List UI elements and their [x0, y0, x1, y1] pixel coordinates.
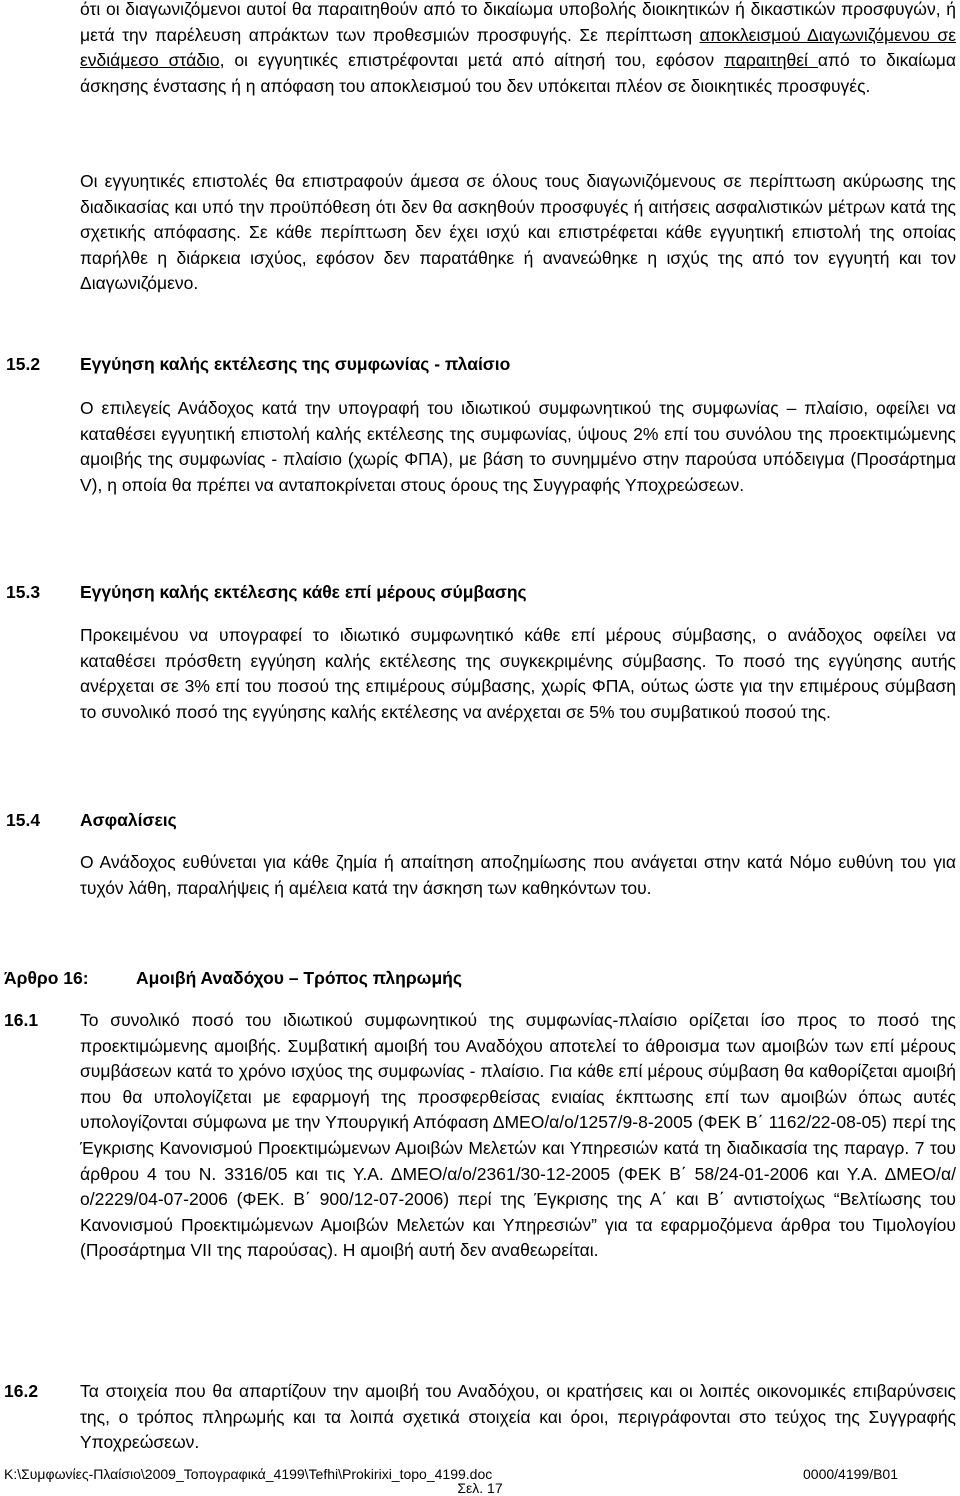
section-body: Ο επιλεγείς Ανάδοχος κατά την υπογραφή του ιδιωτικού συμφωνητικού της συμφωνίας – πλαίσιο, οφείλει να καταθέσει εγγυητική επιστολή καλής εκτέλεσης της συμφωνίας, ύψους 2% επί του συνόλου της προεκτιμώμενης αμοιβής της συμφωνίας - πλαίσιο (χωρίς ΦΠΑ), με βάση το συνημμένο στην παρούσα υπόδειγμα (Προσάρτημα V), η οποία θα πρέπει να ανταποκρίνεται στους όρους της Συγγραφής Υποχρεώσεων.	[80, 398, 956, 495]
section-body: Ο Ανάδοχος ευθύνεται για κάθε ζημία ή απαίτηση αποζημίωσης που ανάγεται στην κατά Νόμο ευθύνη του για τυχόν λάθη, παραλήψεις ή αμέλεια κατά την άσκηση των καθηκόντων του.	[80, 852, 956, 898]
paragraph-text: , οι εγγυητικές επιστρέφονται μετά από αίτησή του, εφόσον	[219, 50, 724, 71]
paragraph-guarantee-return: Οι εγγυητικές επιστολές θα επιστραφούν άμεσα σε όλους τους διαγωνιζόμενους σε περίπτωση ακύρωσης της διαδικασίας και υπό την προϋπόθεση ότι δεν θα ασκηθούν προσφυγές ή αιτήσεις ασφαλιστικών μέτρων κατά της σχετικής απόφασης. Σε κάθε περίπτωση δεν έχει ισχύ και επιστρέφεται κάθε εγγυητική επιστολή της οποίας παρήλθε η διάρκεια ισχύος, εφόσον δεν παρατάθηκε ή ανανεώθηκε η ισχύς της από τον εγγυητή και τον Διαγωνιζόμενο.	[80, 171, 956, 294]
section-body: Τα στοιχεία που θα απαρτίζουν την αμοιβή του Αναδόχου, οι κρατήσεις και οι λοιπές οικονομικές επιβαρύνσεις της, ο τρόπος πληρωμής και τα λοιπά σχετικά στοιχεία και όροι, περιγράφονται στο τεύχος της Συγγραφής Υποχρεώσεων.	[80, 1381, 956, 1453]
section-body: Προκειμένου να υπογραφεί το ιδιωτικό συμφωνητικό κάθε επί μέρους σύμβασης, ο ανάδοχος οφείλει να καταθέσει πρόσθετη εγγύηση καλής εκτέλεσης της συγκεκριμένης σύμβασης. Το ποσό της εγγύησης αυτής ανέρχεται σε 3% επί του ποσού της επιμέρους σύμβασης, χωρίς ΦΠΑ, ούτως ώστε για την επιμέρους σύμβαση το συνολικό ποσό της εγγύησης καλής εκτέλεσης να ανέρχεται σε 5% του συμβατικού ποσού της.	[80, 625, 956, 722]
footer-document-code: 0000/4199/B01	[803, 1466, 898, 1482]
article-title: Αμοιβή Αναδόχου – Τρόπος πληρωμής	[136, 968, 462, 988]
section-title: Εγγύηση καλής εκτέλεσης κάθε επί μέρους σύμβασης	[80, 582, 527, 602]
underlined-text: παραιτηθεί	[723, 50, 818, 71]
paragraph-text: από το δικαίωμα άσκησης ένστασης ή η απόφαση του αποκλεισμού του δεν υπόκειται πλέον σε διοικητικές προσφυγές.	[80, 50, 956, 96]
footer-page-number: Σελ. 17	[457, 1480, 503, 1496]
section-number: 15.3	[6, 582, 41, 602]
section-title: Εγγύηση καλής εκτέλεσης της συμφωνίας - πλαίσιο	[80, 354, 511, 374]
section-number: 15.2	[6, 354, 41, 374]
section-title: Ασφαλίσεις	[80, 810, 177, 830]
underlined-text: αποκλεισμού Διαγωνιζόμενου σε ενδιάμεσο στάδιο	[80, 24, 957, 71]
paragraph-exclusion	[80, 0, 956, 99]
paragraph-text: ότι οι διαγωνιζόμενοι αυτοί θα παραιτηθούν από το δικαίωμα υποβολής διοικητικών ή δικαστικών προσφυγών, ή μετά την παρέλευση απράκτων των προθεσμιών προσφυγής. Σε περίπτωση	[80, 0, 956, 45]
section-number: 16.1	[4, 1010, 39, 1030]
article-label: Άρθρο 16:	[4, 968, 89, 988]
footer-file-path: K:\Συμφωνίες-Πλαίσιο\2009_Τοπογραφικά_4199\Tefhi\Prokirixi_topo_4199.doc	[4, 1466, 493, 1482]
section-body: Το συνολικό ποσό του ιδιωτικού συμφωνητικού της συμφωνίας-πλαίσιο ορίζεται ίσο προς το ποσό της προεκτιμώμενης αμοιβής. Συμβατική αμοιβή του Αναδόχου αποτελεί το άθροισμα των αμοιβών των επί μέρους συμβάσεων κατά το χρόνο ισχύος της συμφωνίας - πλαίσιο. Για κάθε επί μέρους σύμβαση θα καθορίζεται αμοιβή που θα υπολογίζεται με εφαρμογή της προσφερθείσας ενιαίας έκπτωσης επί των αμοιβών όπως αυτές υπολογίζονται σύμφωνα με την Υπουργική Απόφαση ΔΜΕΟ/α/ο/1257/9-8-2005 (ΦΕΚ Β΄ 1162/22-08-05) περί της Έγκρισης Κανονισμού Προεκτιμώμενων Αμοιβών Μελετών και Υπηρεσιών κατά τη διαδικασία της παραγρ. 7 του άρθρου 4 του Ν. 3316/05 και τις Υ.Α. ΔΜΕΟ/α/ο/2361/30-12-2005 (ΦΕΚ Β΄ 58/24-01-2006 και Υ.Α. ΔΜΕΟ/α/ο/2229/04-07-2006 (ΦΕΚ. Β΄ 900/12-07-2006) περί της Έγκρισης της Α΄ και Β΄ αντιστοίχως “Βελτίωσης του Κανονισμού Προεκτιμώμενων Αμοιβών Μελετών και Υπηρεσιών” για τα εφαρμοζόμενα άρθρα του Τιμολογίου (Προσάρτημα VII της παρούσας). Η αμοιβή αυτή δεν αναθεωρείται.	[80, 1010, 956, 1261]
section-number: 16.2	[4, 1381, 39, 1401]
section-number: 15.4	[6, 810, 41, 830]
